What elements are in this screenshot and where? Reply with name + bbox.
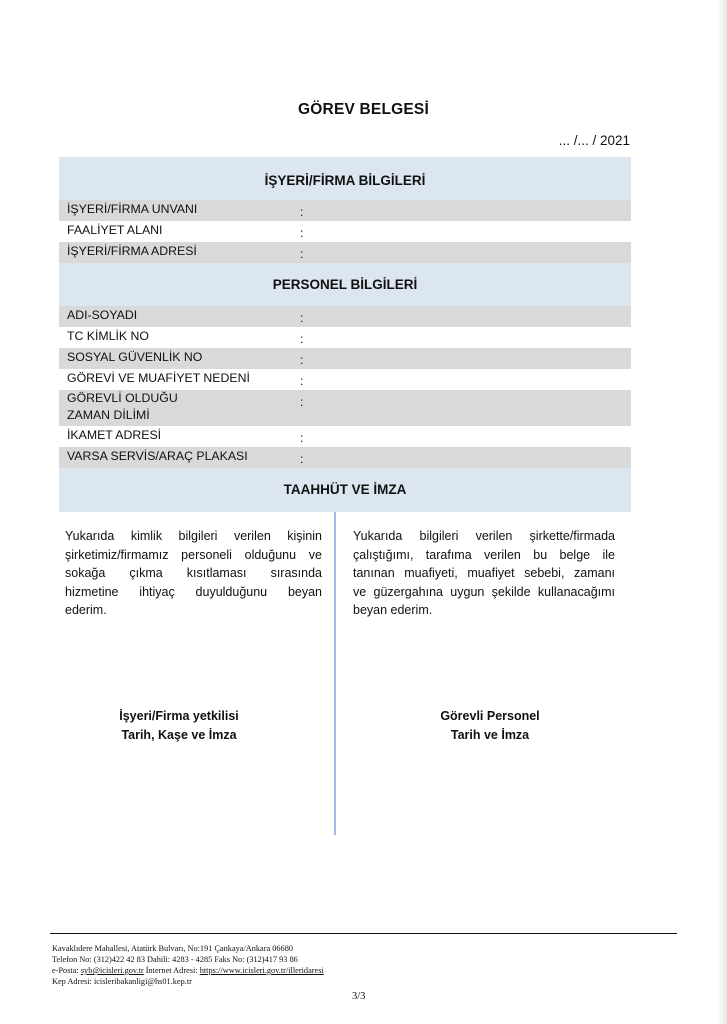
tc-id-row	[59, 327, 631, 348]
commitment-section-header: TAAHHÜT VE İMZA	[59, 468, 631, 512]
vehicle-plate-row	[59, 447, 631, 468]
signature-subtitle: Tarih ve İmza	[450, 727, 530, 742]
signature-subtitle: Tarih, Kaşe ve İmza	[121, 727, 237, 742]
field-colon: :	[300, 353, 304, 367]
employee-signature-block	[370, 707, 610, 744]
declaration-line: şirketimiz/firmamız personeli olduğunu ve	[65, 547, 322, 562]
declaration-line: ve güzergahına uygun şekilde kullanacağımı	[353, 584, 615, 599]
duty-time-row	[59, 390, 631, 426]
declaration-line: çalıştığımı, tarafıma verilen bu belge ile	[353, 547, 615, 562]
email-label: e-Posta:	[52, 966, 81, 975]
field-colon: :	[300, 311, 304, 325]
field-label: SOSYAL GÜVENLİK NO	[67, 350, 203, 364]
web-link[interactable]: https://www.icisleri.gov.tr/illeridaresi	[199, 966, 324, 975]
signature-title: Görevli Personel	[440, 709, 540, 723]
field-colon: :	[300, 226, 304, 240]
field-colon: :	[300, 452, 304, 466]
signature-title: İşyeri/Firma yetkilisi	[119, 709, 239, 723]
declaration-line: ederim.	[65, 603, 107, 617]
field-label: TC KİMLİK NO	[67, 329, 149, 343]
company-section-header: İŞYERİ/FİRMA BİLGİLERİ	[59, 157, 631, 200]
field-colon: :	[300, 205, 304, 219]
field-colon: :	[300, 247, 304, 261]
field-colon: :	[300, 332, 304, 346]
activity-field-row	[59, 221, 631, 242]
field-label-line2: ZAMAN DİLİMİ	[67, 408, 150, 422]
footer-address: Kavaklıdere Mahallesi, Atatürk Bulvarı, No:191 Çankaya/Ankara 06680	[52, 944, 294, 953]
employer-declaration	[65, 527, 322, 620]
field-label: İKAMET ADRESİ	[67, 428, 162, 442]
footer-phone: Telefon No: (312)422 42 83 Dahili: 4283 - 4285 Faks No: (312)417 93 86	[52, 955, 298, 964]
field-label: ADI-SOYADI	[67, 308, 138, 322]
residence-address-row	[59, 426, 631, 447]
document-date: ... /... / 2021	[558, 133, 630, 148]
declaration-line: sokağa çıkma kısıtlaması sırasında	[65, 566, 322, 580]
employer-signature-block	[59, 707, 299, 744]
footer-email-web	[52, 965, 324, 976]
footer-kep: Kep Adresi: icisleribakanligi@hs01.kep.tr	[52, 977, 192, 986]
declaration-line: Yukarıda bilgileri verilen şirkette/firmada	[353, 529, 615, 543]
page-number: 3/3	[352, 991, 366, 1002]
footer-rule	[50, 933, 677, 934]
email-link[interactable]: syb@icisleri.gov.tr	[80, 966, 144, 975]
page-edge-shadow	[717, 0, 727, 1024]
social-security-row	[59, 348, 631, 369]
field-label: VARSA SERVİS/ARAÇ PLAKASI	[67, 449, 248, 463]
field-colon: :	[300, 395, 304, 409]
declaration-line: hizmetine ihtiyaç duyulduğunu beyan	[65, 584, 322, 599]
duty-exemption-row	[59, 369, 631, 390]
field-colon: :	[300, 431, 304, 445]
footer-contact	[52, 943, 324, 987]
declaration-line: Yukarıda kimlik bilgileri verilen kişinin	[65, 529, 322, 543]
field-label: İŞYERİ/FİRMA UNVANI	[67, 202, 198, 216]
field-label: FAALİYET ALANI	[67, 223, 163, 237]
web-label: İnternet Adresi:	[143, 966, 200, 975]
declaration-line: tanınan muafiyeti, muafiyet sebebi, zamanı	[353, 566, 615, 580]
field-label: GÖREVİ VE MUAFİYET NEDENİ	[67, 371, 250, 385]
company-name-row	[59, 200, 631, 221]
employee-declaration	[353, 527, 615, 620]
field-label-line1: GÖREVLİ OLDUĞU	[67, 391, 178, 405]
company-address-row	[59, 242, 631, 263]
field-label: İŞYERİ/FİRMA ADRESİ	[67, 244, 197, 258]
name-surname-row	[59, 306, 631, 327]
column-divider	[334, 512, 336, 835]
document-title: GÖREV BELGESİ	[298, 101, 429, 118]
declaration-line: beyan ederim.	[353, 603, 433, 617]
personnel-section-header: PERSONEL BİLGİLERİ	[59, 263, 631, 306]
field-colon: :	[300, 374, 304, 388]
